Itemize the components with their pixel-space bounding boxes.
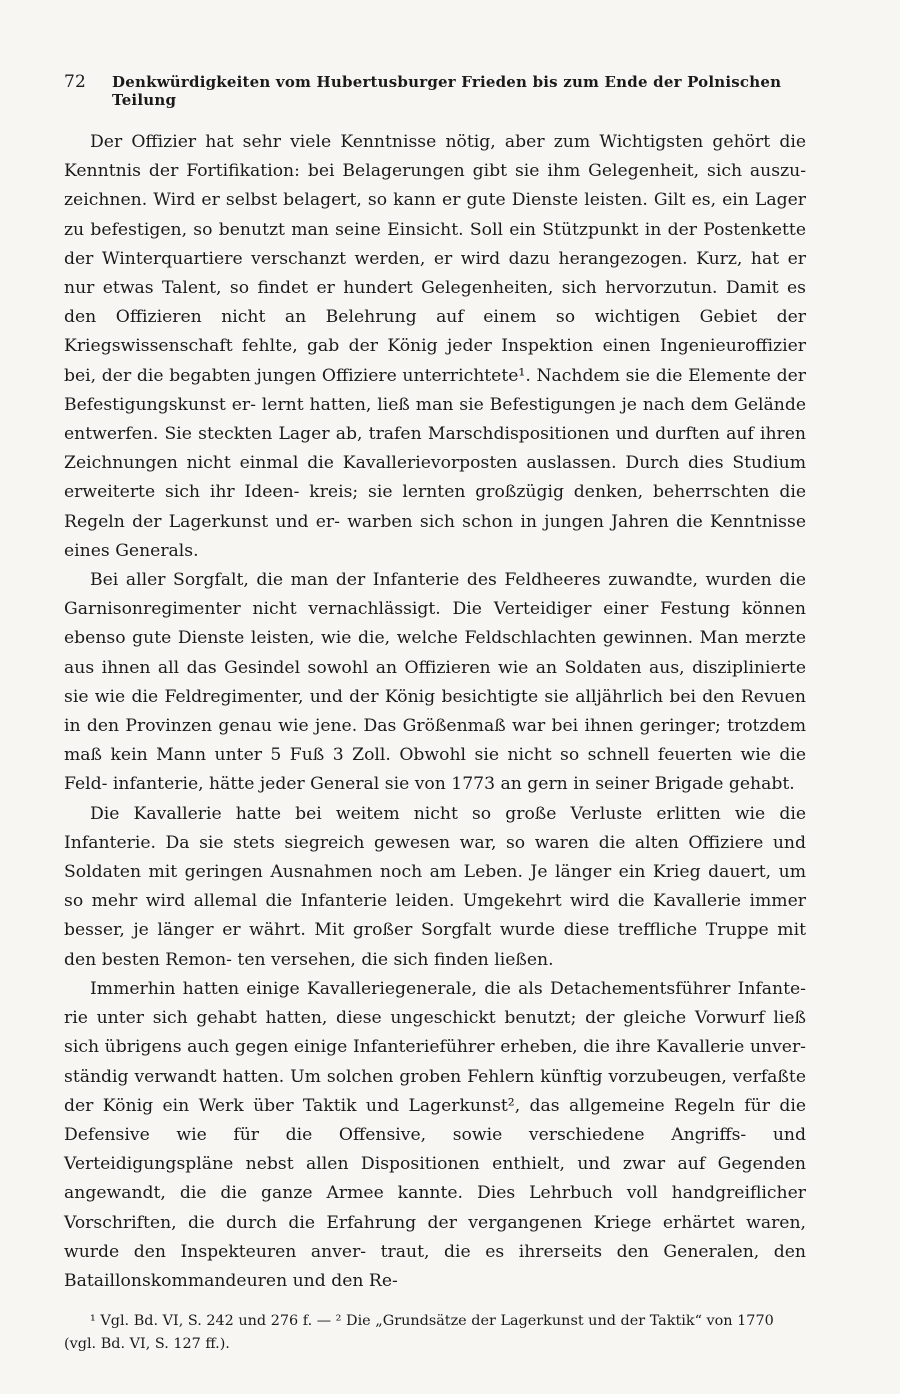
- paragraph: Bei aller Sorgfalt, die man der Infanterie des Feldheeres zuwandte, wurden die Garnisonregimenter nicht vernachlässigt. Die Verteidiger einer Festung können ebenso gute Dienste leisten, wie die, welche Feldschlachten gewinnen. Man merzte aus ihnen all das Gesindel sowohl an Offizieren wie an Soldaten aus, disziplinierte sie wie die Feldregimenter, und der König besichtigte sie alljährlich bei den Revuen in den Provinzen genau wie jene. Das Größenmaß war bei ihnen geringer; trotzdem maß kein Mann unter 5 Fuß 3 Zoll. Obwohl sie nicht so schnell feuerten wie die Feld- infanterie, hätte jeder General sie von 1773 an gern in seiner Brigade gehabt.: [64, 570, 806, 795]
- paragraph: Immerhin hatten einige Kavalleriegenerale, die als Detachementsführer Infante- rie unter sich gehabt hatten, diese ungeschickt benutzt; der gleiche Vorwurf ließ sich übrigens auch gegen einige Infanterieführer erheben, die ihre Kavallerie unver- ständig verwandt hatten. Um solchen groben Fehlern künftig vorzubeugen, verfaßte der König ein Werk über Taktik und Lagerkunst², das allgemeine Regeln für die Defensive wie für die Offensive, sowie verschiedene Angriffs- und Verteidigungspläne nebst allen Dispositionen enthielt, und zwar auf Gegenden angewandt, die die ganze Armee kannte. Dies Lehrbuch voll handgreiflicher Vorschriften, die durch die Erfahrung der vergangenen Kriege erhärtet waren, wurde den Inspekteuren anver- traut, die es ihrerseits den Generalen, den Bataillonskommandeuren und den Re-: [64, 978, 806, 1291]
- body-text: [64, 128, 806, 1296]
- running-title: Denkwürdigkeiten vom Hubertusburger Frieden bis zum Ende der Polnischen Teilung: [112, 73, 782, 109]
- book-page: [64, 72, 806, 1356]
- running-head: [64, 72, 806, 109]
- page-number: 72: [64, 72, 87, 92]
- paragraph: Der Offizier hat sehr viele Kenntnisse nötig, aber zum Wichtigsten gehört die Kenntnis der Fortifikation: bei Belagerungen gibt sie ihm Gelegenheit, sich auszu- zeichnen. Wird er selbst belagert, so kann er gute Dienste leisten. Gilt es, ein Lager zu befestigen, so benutzt man seine Einsicht. Soll ein Stützpunkt in der Postenkette der Winterquartiere verschanzt werden, er wird dazu herangezogen. Kurz, hat er nur etwas Talent, so findet er hundert Gelegenheiten, sich hervorzutun. Damit es den Offizieren nicht an Belehrung auf einem so wichtigen Gebiet der Kriegswissenschaft fehlte, gab der König jeder Inspektion einen Ingenieuroffizier bei, der die begabten jungen Offiziere unterrichtete¹. Nachdem sie die Elemente der Befestigungskunst er- lernt hatten, ließ man sie Befestigungen je nach dem Gelände entwerfen. Sie steckten Lager ab, trafen Marschdispositionen und durften auf ihren Zeichnungen nicht einmal die Kavallerievorposten auslassen. Durch dies Studium erweiterte sich ihr Ideen- kreis; sie lernten großzügig denken, beherrschten die Regeln der Lagerkunst und er- warben sich schon in jungen Jahren die Kenntnisse eines Generals.: [64, 132, 806, 561]
- footnote-text: ¹ Vgl. Bd. VI, S. 242 und 276 f. — ² Die „Grundsätze der Lagerkunst und der Taktik“ von 1770 (vgl. Bd. VI, S. 127 ff.).: [64, 1313, 774, 1353]
- footnotes: [64, 1310, 806, 1356]
- paragraph: Die Kavallerie hatte bei weitem nicht so große Verluste erlitten wie die Infanterie. Da sie stets siegreich gewesen war, so waren die alten Offiziere und Soldaten mit geringen Ausnahmen noch am Leben. Je länger ein Krieg dauert, um so mehr wird allemal die Infanterie leiden. Umgekehrt wird die Kavallerie immer besser, je länger er währt. Mit großer Sorgfalt wurde diese treffliche Truppe mit den besten Remon- ten versehen, die sich finden ließen.: [64, 803, 806, 970]
